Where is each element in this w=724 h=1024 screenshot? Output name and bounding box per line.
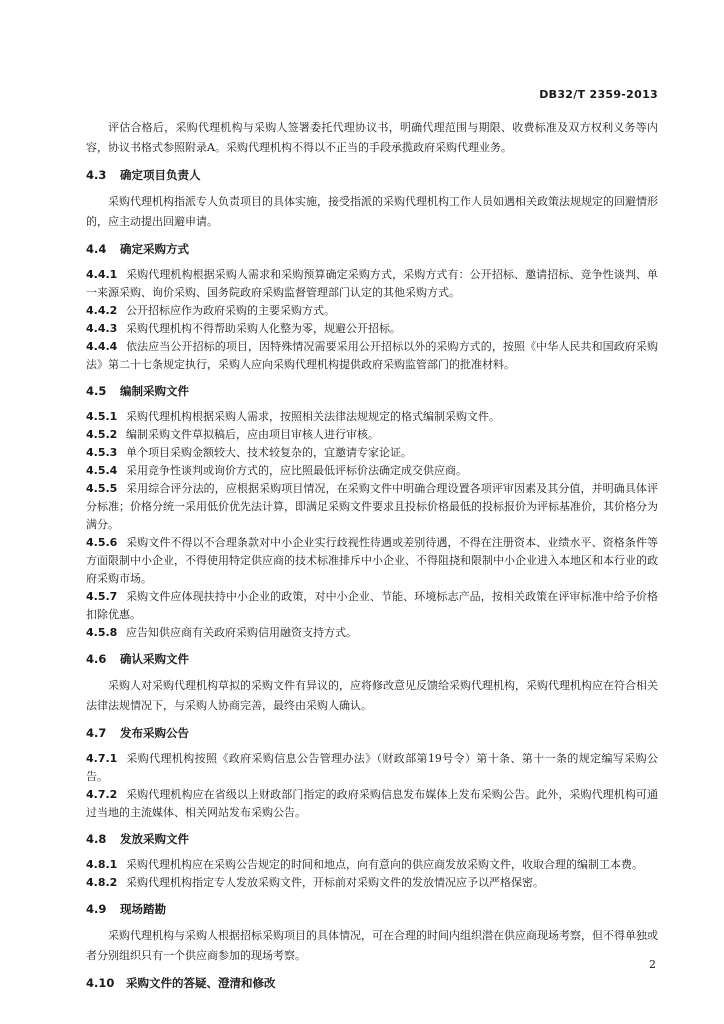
section-number: 4.9 [86, 902, 107, 916]
clause-number: 4.7.2 [86, 788, 118, 801]
document-body [86, 118, 658, 1000]
clause-text: 应告知供应商有关政府采购信用融资支持方式。 [126, 626, 357, 639]
section-title: 现场踏勘 [120, 902, 166, 916]
section-paragraph: 采购代理机构与采购人根据招标采购项目的具体情况，可在合理的时间内组织潜在供应商现场考察，但不得单独或者分别组织只有一个供应商参加的现场考察。 [86, 929, 658, 962]
section-number: 4.8 [86, 832, 107, 846]
section-number: 4.10 [86, 976, 115, 990]
clause-number: 4.4.3 [86, 322, 118, 335]
clause-item [86, 426, 658, 444]
clause-item [86, 408, 658, 426]
clause-text: 采购代理机构不得帮助采购人化整为零，规避公开招标。 [126, 322, 401, 335]
clause-text: 依法应当公开招标的项目，因特殊情况需要采用公开招标以外的采购方式的，按照《中华人民共和国政府采购法》第二十七条规定执行，采购人应向采购代理机构提供政府采购监管部门的批准材料。 [86, 340, 658, 371]
clause-number: 4.4.4 [86, 340, 118, 353]
section-title: 发放采购文件 [120, 832, 189, 846]
clause-text: 采购代理机构按照《政府采购信息公告管理办法》（财政部第19号令）第十条、第十一条的规定编写采购公告。 [86, 752, 658, 783]
intro-paragraph: 评估合格后，采购代理机构与采购人签署委托代理协议书，明确代理范围与期限、收费标准及双方权利义务等内容，协议书格式参照附录A。采购代理机构不得以不正当的手段承揽政府采购代理业务。 [86, 121, 658, 154]
section-title: 确认采购文件 [120, 652, 189, 666]
clause-item [86, 338, 658, 374]
clause-number: 4.4.2 [86, 304, 118, 317]
section-title: 编制采购文件 [120, 384, 189, 398]
clause-text: 编制采购文件草拟稿后，应由项目审核人进行审核。 [126, 428, 379, 441]
section-number: 4.5 [86, 384, 107, 398]
clause-number: 4.5.3 [86, 446, 118, 459]
section-title: 发布采购公告 [120, 726, 189, 740]
clause-number: 4.5.1 [86, 410, 118, 423]
clause-item [86, 874, 658, 892]
clause-item [86, 786, 658, 822]
section-number: 4.3 [86, 168, 107, 182]
clause-text: 单个项目采购金额较大、技术较复杂的，宜邀请专家论证。 [126, 446, 412, 459]
section-heading [86, 973, 658, 993]
clause-text: 采购代理机构指定专人发放采购文件，开标前对采购文件的发放情况应予以严格保密。 [126, 876, 544, 889]
section-title: 确定项目负责人 [120, 168, 201, 182]
section-heading [86, 829, 658, 849]
clause-item [86, 302, 658, 320]
clause-number: 4.5.7 [86, 590, 118, 603]
clause-item [86, 750, 658, 786]
section-number: 4.4 [86, 242, 107, 256]
clause-text: 采用竞争性谈判或询价方式的，应比照最低评标价法确定成交供应商。 [126, 464, 467, 477]
clause-item [86, 320, 658, 338]
section-heading [86, 381, 658, 401]
section-title: 确定采购方式 [120, 242, 189, 256]
clause-text: 采购代理机构根据采购人需求和采购预算确定采购方式，采购方式有：公开招标、邀请招标、竞争性谈判、单一来源采购、询价采购、国务院政府采购监督管理部门认定的其他采购方式。 [86, 268, 658, 299]
section-paragraph: 采购代理机构指派专人负责项目的具体实施，接受指派的采购代理机构工作人员如遇相关政策法规规定的回避情形的，应主动提出回避申请。 [86, 195, 658, 228]
clause-number: 4.5.5 [86, 482, 118, 495]
clause-text: 采购代理机构根据采购人需求，按照相关法律法规规定的格式编制采购文件。 [126, 410, 500, 423]
clause-number: 4.8.1 [86, 858, 118, 871]
section-heading [86, 239, 658, 259]
section-heading [86, 649, 658, 669]
clause-number: 4.4.1 [86, 268, 118, 281]
clause-item [86, 588, 658, 624]
section-title: 采购文件的答疑、澄清和修改 [126, 976, 276, 990]
clause-text: 采用综合评分法的，应根据采购项目情况，在采购文件中明确合理设置各项评审因素及其分值，并明确具体评分标准；价格分统一采用低价优先法计算，即满足采购文件要求且投标价格最低的投标报价为评标基准价，其价格分为满分。 [86, 482, 658, 531]
section-heading [86, 899, 658, 919]
section-heading [86, 723, 658, 743]
section-heading [86, 165, 658, 185]
document-code: DB32/T 2359-2013 [539, 88, 658, 101]
clause-item [86, 480, 658, 534]
clause-text: 采购代理机构应在采购公告规定的时间和地点，向有意向的供应商发放采购文件，收取合理的编制工本费。 [126, 858, 643, 871]
clause-item [86, 856, 658, 874]
clause-text: 采购代理机构应在省级以上财政部门指定的政府采购信息发布媒体上发布采购公告。此外，采购代理机构可通过当地的主流媒体、相关网站发布采购公告。 [86, 788, 658, 819]
section-paragraph: 采购人对采购代理机构草拟的采购文件有异议的，应将修改意见反馈给采购代理机构，采购代理机构应在符合相关法律法规情况下，与采购人协商完善，最终由采购人确认。 [86, 679, 658, 712]
page-number: 2 [649, 958, 656, 971]
clause-text: 公开招标应作为政府采购的主要采购方式。 [126, 304, 335, 317]
clause-number: 4.8.2 [86, 876, 118, 889]
section-number: 4.6 [86, 652, 107, 666]
clause-number: 4.5.6 [86, 536, 118, 549]
clause-text: 采购文件不得以不合理条款对中小企业实行歧视性待遇或差别待遇，不得在注册资本、业绩水平、资格条件等方面限制中小企业，不得使用特定供应商的技术标准排斥中小企业、不得阻挠和限制中小企业进入本地区和本行业的政府采购市场。 [86, 536, 658, 585]
clause-item [86, 534, 658, 588]
clause-item [86, 444, 658, 462]
clause-number: 4.5.8 [86, 626, 118, 639]
clause-number: 4.7.1 [86, 752, 118, 765]
clause-text: 采购文件应体现扶持中小企业的政策，对中小企业、节能、环境标志产品，按相关政策在评审标准中给予价格扣除优惠。 [86, 590, 658, 621]
clause-item [86, 266, 658, 302]
section-number: 4.7 [86, 726, 107, 740]
clause-number: 4.5.4 [86, 464, 118, 477]
clause-item [86, 624, 658, 642]
clause-item [86, 462, 658, 480]
clause-number: 4.5.2 [86, 428, 118, 441]
